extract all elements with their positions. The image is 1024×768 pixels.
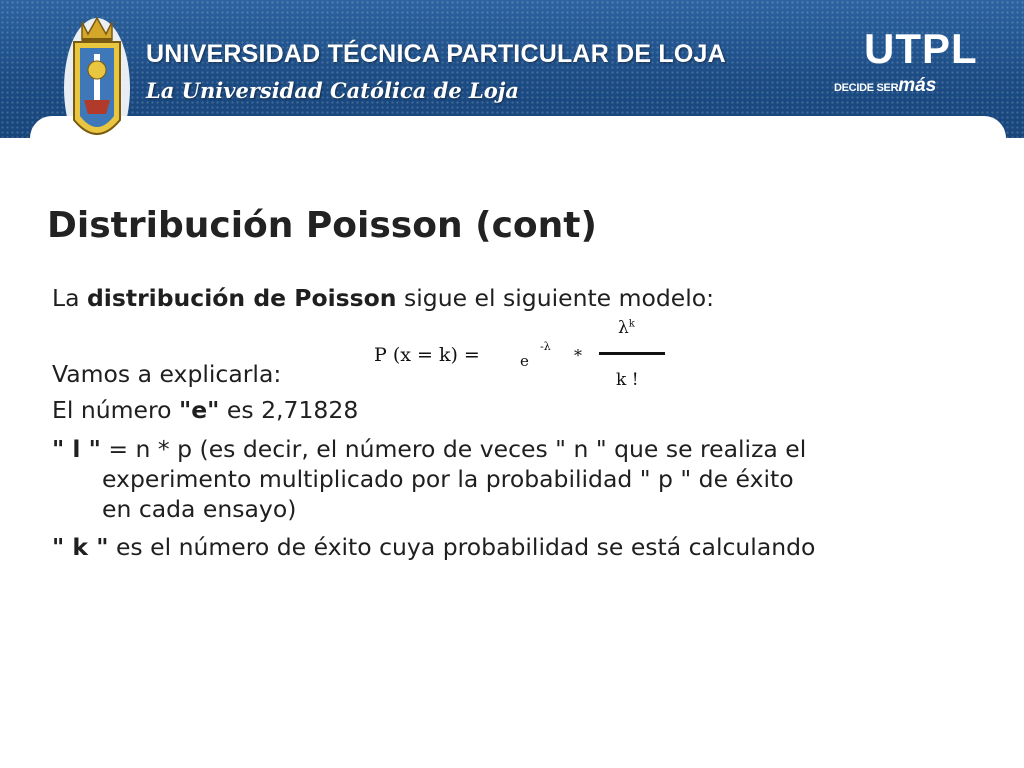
formula-exponent: -λ (540, 340, 551, 353)
explain-line: Vamos a explicarla: (52, 360, 282, 388)
formula-numerator (618, 318, 635, 338)
formula-fraction-bar (599, 352, 665, 355)
formula-denominator: k ! (616, 370, 639, 390)
intro-line (52, 284, 714, 312)
e-suffix: es 2,71828 (226, 396, 359, 424)
formula-times: * (574, 346, 582, 365)
k-line (52, 533, 815, 561)
banner-curve (30, 116, 1006, 156)
utpl-logo: UTPL (864, 25, 978, 72)
formula-lhs: P (x = k) = (374, 344, 480, 366)
lambda-line-1 (52, 435, 806, 463)
tagline-decide-ser: DECIDE SER (834, 82, 899, 94)
university-crest-icon (62, 8, 132, 158)
intro-bold-term: distribución de Poisson (86, 284, 397, 312)
tagline-mas: más (898, 75, 937, 96)
formula-base: e (520, 352, 529, 370)
utpl-tagline (834, 76, 984, 95)
university-name: UNIVERSIDAD TÉCNICA PARTICULAR DE LOJA (146, 40, 726, 68)
lambda-text-1: = n * p (es decir, el número de veces " n " que se realiza el (108, 435, 807, 463)
k-text: es el número de éxito cuya probabilidad se está calculando (115, 533, 816, 561)
poisson-formula (372, 318, 672, 398)
university-subtitle: La Universidad Católica de Loja (146, 78, 519, 103)
intro-prefix: La (52, 284, 80, 312)
e-prefix: El número (52, 396, 172, 424)
formula-numerator-exp: k (628, 318, 635, 330)
slide-title: Distribución Poisson (cont) (47, 205, 597, 246)
formula-numerator-base: λ (618, 318, 629, 338)
k-bold: " k " (52, 533, 109, 561)
lambda-line-2: experimento multiplicado por la probabilidad " p " de éxito (102, 465, 794, 493)
e-bold: "e" (179, 396, 220, 424)
intro-suffix: sigue el siguiente modelo: (404, 284, 715, 312)
e-line (52, 396, 358, 424)
lambda-bold: " l " (52, 435, 101, 463)
lambda-line-3: en cada ensayo) (102, 495, 297, 523)
